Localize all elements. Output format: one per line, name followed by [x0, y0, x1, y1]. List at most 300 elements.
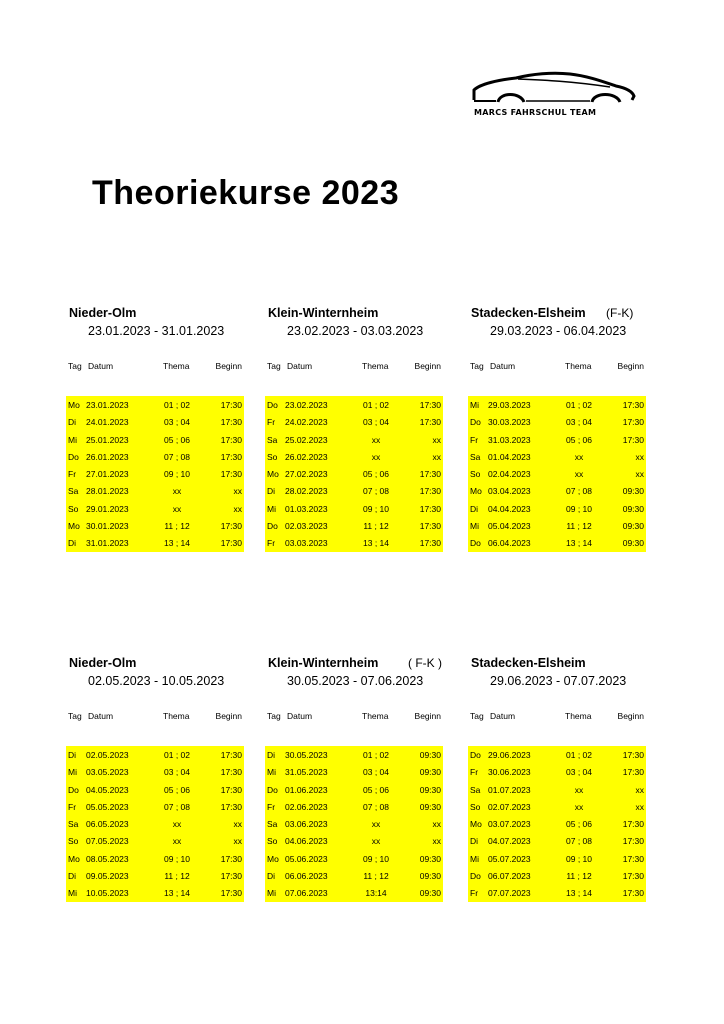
cell-beginn: 17:30 — [220, 767, 242, 778]
cell-thema: xx — [371, 434, 381, 445]
cell-tag: Di — [470, 503, 479, 514]
cell-tag: Fr — [470, 888, 479, 899]
cell-datum: 30.05.2023 — [285, 750, 328, 760]
course-location: Stadecken-Elsheim — [471, 306, 586, 320]
cell-tag: Mo — [68, 400, 80, 410]
table-row — [468, 448, 646, 465]
cell-tag: Sa — [267, 434, 278, 445]
cell-tag: So — [267, 451, 278, 462]
table-row — [468, 482, 646, 499]
table-row — [66, 850, 244, 867]
cell-beginn: 17:30 — [220, 801, 242, 812]
table-row — [265, 763, 443, 780]
table-row — [468, 396, 646, 413]
cell-beginn: 17:30 — [220, 538, 242, 549]
cell-tag: Fr — [470, 434, 479, 445]
course-date-range: 23.01.2023 - 31.01.2023 — [88, 324, 225, 338]
cell-datum: 03.07.2023 — [488, 819, 531, 830]
cell-thema: 13 ; 14 — [363, 538, 389, 549]
cell-beginn: 17:30 — [419, 400, 441, 410]
table-row — [468, 431, 646, 448]
cell-beginn: 09:30 — [622, 503, 644, 514]
course-block — [265, 306, 443, 556]
table-row — [468, 832, 646, 849]
cell-tag: Di — [68, 750, 77, 760]
cell-beginn: 09:30 — [419, 801, 441, 812]
header-tag: Tag — [68, 711, 82, 721]
cell-tag: Mi — [267, 767, 276, 778]
cell-datum: 03.05.2023 — [86, 767, 129, 778]
cell-datum: 04.07.2023 — [488, 836, 531, 847]
cell-beginn: 17:30 — [419, 469, 441, 480]
course-location: Stadecken-Elsheim — [471, 656, 586, 670]
cell-datum: 06.07.2023 — [488, 871, 531, 882]
cell-thema: 11 ; 12 — [566, 521, 592, 532]
table-row — [66, 465, 244, 482]
cell-beginn: 17:30 — [220, 750, 242, 760]
schedule-table — [468, 746, 646, 902]
cell-beginn: 17:30 — [622, 400, 644, 410]
table-row — [265, 517, 443, 534]
table-row — [265, 746, 443, 763]
cell-beginn: 17:30 — [622, 434, 644, 445]
cell-beginn: 17:30 — [220, 469, 242, 480]
cell-tag: So — [68, 503, 79, 514]
cell-thema: 13 ; 14 — [164, 888, 190, 899]
header-tag: Tag — [470, 711, 484, 721]
course-note: ( F-K ) — [408, 656, 442, 670]
table-row — [265, 798, 443, 815]
table-row — [265, 448, 443, 465]
cell-datum: 26.01.2023 — [86, 451, 129, 462]
cell-thema: 03 ; 04 — [363, 767, 389, 778]
cell-tag: Di — [68, 871, 77, 882]
cell-tag: Mi — [470, 853, 479, 864]
header-thema: Thema — [565, 361, 592, 371]
course-block — [66, 306, 244, 556]
cell-tag: Do — [470, 750, 481, 760]
cell-beginn: 17:30 — [220, 888, 242, 899]
page-title: Theoriekurse 2023 — [92, 174, 400, 212]
table-row — [265, 500, 443, 517]
cell-datum: 03.06.2023 — [285, 819, 328, 830]
cell-tag: Mi — [470, 400, 479, 410]
cell-beginn: 17:30 — [220, 784, 242, 795]
cell-tag: Di — [267, 871, 276, 882]
cell-datum: 31.03.2023 — [488, 434, 531, 445]
table-header — [66, 711, 244, 725]
cell-datum: 24.02.2023 — [285, 417, 328, 428]
course-block — [66, 656, 244, 906]
table-row — [265, 781, 443, 798]
cell-tag: Do — [267, 400, 278, 410]
cell-beginn: 17:30 — [419, 521, 441, 532]
table-row — [265, 850, 443, 867]
cell-datum: 30.06.2023 — [488, 767, 531, 778]
cell-beginn: 17:30 — [622, 417, 644, 428]
header-datum: Datum — [490, 361, 516, 371]
cell-datum: 29.06.2023 — [488, 750, 531, 760]
table-row — [468, 500, 646, 517]
cell-thema: 05 ; 06 — [566, 434, 592, 445]
cell-tag: So — [68, 836, 79, 847]
cell-tag: Fr — [267, 417, 276, 428]
cell-tag: Mo — [267, 853, 279, 864]
cell-beginn: 17:30 — [622, 871, 644, 882]
table-row — [265, 465, 443, 482]
table-row — [468, 517, 646, 534]
table-row — [66, 517, 244, 534]
cell-datum: 30.03.2023 — [488, 417, 531, 428]
cell-thema: 03 ; 04 — [566, 417, 592, 428]
cell-tag: Mi — [470, 521, 479, 532]
cell-thema: 05 ; 06 — [363, 469, 389, 480]
cell-beginn: 17:30 — [220, 451, 242, 462]
cell-beginn: 17:30 — [622, 853, 644, 864]
cell-datum: 29.03.2023 — [488, 400, 531, 410]
cell-tag: Do — [470, 871, 481, 882]
cell-datum: 02.07.2023 — [488, 801, 531, 812]
cell-tag: Di — [68, 538, 77, 549]
cell-thema: 13 ; 14 — [566, 888, 592, 899]
car-silhouette-icon — [470, 70, 636, 110]
cell-thema: 07 ; 08 — [164, 801, 190, 812]
cell-datum: 01.07.2023 — [488, 784, 531, 795]
cell-thema: 13:14 — [365, 888, 387, 899]
course-location: Klein-Winternheim — [268, 656, 379, 670]
cell-datum: 02.05.2023 — [86, 750, 129, 760]
cell-thema: xx — [172, 836, 182, 847]
cell-tag: Di — [267, 750, 276, 760]
cell-tag: Sa — [68, 486, 79, 497]
cell-tag: Di — [470, 836, 479, 847]
cell-beginn: 17:30 — [220, 521, 242, 532]
cell-tag: Mo — [267, 469, 279, 480]
cell-datum: 01.04.2023 — [488, 451, 531, 462]
cell-beginn: xx — [233, 486, 242, 497]
course-location: Klein-Winternheim — [268, 306, 379, 320]
cell-datum: 25.02.2023 — [285, 434, 328, 445]
cell-thema: 07 ; 08 — [363, 801, 389, 812]
cell-thema: 03 ; 04 — [164, 417, 190, 428]
cell-beginn: 17:30 — [622, 836, 644, 847]
schedule-table — [66, 396, 244, 552]
header-datum: Datum — [88, 361, 114, 371]
table-row — [468, 534, 646, 551]
table-row — [66, 798, 244, 815]
header-datum: Datum — [287, 711, 313, 721]
cell-thema: xx — [172, 503, 182, 514]
table-row — [265, 431, 443, 448]
table-header — [468, 361, 646, 375]
course-date-range: 29.06.2023 - 07.07.2023 — [490, 674, 627, 688]
cell-thema: 07 ; 08 — [566, 486, 592, 497]
table-row — [66, 396, 244, 413]
cell-datum: 31.01.2023 — [86, 538, 129, 549]
cell-thema: 09 ; 10 — [363, 853, 389, 864]
cell-datum: 07.07.2023 — [488, 888, 531, 899]
cell-beginn: xx — [233, 503, 242, 514]
table-row — [66, 746, 244, 763]
schedule-table — [265, 396, 443, 552]
cell-tag: Di — [267, 486, 276, 497]
header-tag: Tag — [267, 361, 281, 371]
table-row — [265, 832, 443, 849]
cell-datum: 02.03.2023 — [285, 521, 328, 532]
header-beginn: Beginn — [215, 361, 242, 371]
header-tag: Tag — [267, 711, 281, 721]
cell-thema: 01 ; 02 — [363, 400, 389, 410]
cell-tag: Mi — [68, 434, 77, 445]
cell-thema: 07 ; 08 — [363, 486, 389, 497]
table-row — [66, 832, 244, 849]
table-row — [265, 534, 443, 551]
table-row — [265, 815, 443, 832]
table-row — [468, 850, 646, 867]
course-block — [468, 306, 646, 556]
cell-datum: 05.07.2023 — [488, 853, 531, 864]
cell-thema: 09 ; 10 — [363, 503, 389, 514]
table-row — [66, 413, 244, 430]
table-row — [265, 413, 443, 430]
header-beginn: Beginn — [617, 711, 644, 721]
header-beginn: Beginn — [617, 361, 644, 371]
course-block — [468, 656, 646, 906]
course-note: (F-K) — [606, 306, 634, 320]
cell-tag: Mo — [68, 521, 80, 532]
cell-tag: Sa — [470, 784, 481, 795]
cell-beginn: 09:30 — [419, 767, 441, 778]
header-tag: Tag — [68, 361, 82, 371]
table-row — [468, 798, 646, 815]
cell-beginn: xx — [635, 469, 644, 480]
cell-tag: Sa — [470, 451, 481, 462]
course-date-range: 30.05.2023 - 07.06.2023 — [287, 674, 424, 688]
cell-beginn: xx — [432, 451, 441, 462]
cell-tag: Fr — [68, 801, 77, 812]
course-block — [265, 656, 443, 906]
table-row — [468, 763, 646, 780]
cell-datum: 04.04.2023 — [488, 503, 531, 514]
schedule-table — [66, 746, 244, 902]
course-date-range: 02.05.2023 - 10.05.2023 — [88, 674, 225, 688]
cell-datum: 09.05.2023 — [86, 871, 129, 882]
cell-beginn: 09:30 — [419, 853, 441, 864]
cell-beginn: 17:30 — [220, 434, 242, 445]
cell-thema: 05 ; 06 — [164, 784, 190, 795]
table-row — [468, 884, 646, 901]
table-header — [66, 361, 244, 375]
table-row — [66, 500, 244, 517]
cell-datum: 31.05.2023 — [285, 767, 328, 778]
cell-tag: Do — [68, 784, 79, 795]
cell-datum: 03.04.2023 — [488, 486, 531, 497]
logo-text: MARCS FAHRSCHUL TEAM — [474, 108, 597, 117]
table-row — [265, 884, 443, 901]
schedule-table — [265, 746, 443, 902]
cell-tag: Do — [68, 451, 79, 462]
cell-thema: xx — [574, 451, 584, 462]
cell-datum: 23.02.2023 — [285, 400, 328, 410]
header-datum: Datum — [88, 711, 114, 721]
course-location: Nieder-Olm — [69, 656, 137, 670]
cell-tag: Mo — [68, 853, 80, 864]
cell-datum: 29.01.2023 — [86, 503, 129, 514]
cell-datum: 25.01.2023 — [86, 434, 129, 445]
cell-datum: 05.06.2023 — [285, 853, 328, 864]
cell-thema: xx — [172, 486, 182, 497]
table-row — [66, 482, 244, 499]
cell-thema: 01 ; 02 — [363, 750, 389, 760]
cell-datum: 07.06.2023 — [285, 888, 328, 899]
cell-datum: 02.04.2023 — [488, 469, 531, 480]
cell-datum: 06.06.2023 — [285, 871, 328, 882]
table-row — [468, 781, 646, 798]
header-datum: Datum — [490, 711, 516, 721]
table-row — [66, 815, 244, 832]
cell-thema: 03 ; 04 — [566, 767, 592, 778]
cell-thema: 11 ; 12 — [164, 521, 190, 532]
cell-thema: 01 ; 02 — [566, 750, 592, 760]
cell-thema: 11 ; 12 — [164, 871, 190, 882]
header-thema: Thema — [362, 711, 389, 721]
cell-tag: So — [470, 469, 481, 480]
cell-thema: 07 ; 08 — [566, 836, 592, 847]
cell-thema: 01 ; 02 — [164, 400, 190, 410]
header-thema: Thema — [163, 711, 190, 721]
cell-datum: 27.01.2023 — [86, 469, 129, 480]
cell-tag: Sa — [267, 819, 278, 830]
table-header — [468, 711, 646, 725]
cell-thema: xx — [574, 784, 584, 795]
course-date-range: 23.02.2023 - 03.03.2023 — [287, 324, 424, 338]
cell-tag: Mo — [470, 486, 482, 497]
cell-tag: So — [267, 836, 278, 847]
cell-thema: xx — [574, 469, 584, 480]
cell-thema: 03 ; 04 — [164, 767, 190, 778]
cell-datum: 04.06.2023 — [285, 836, 328, 847]
cell-thema: 09 ; 10 — [164, 469, 190, 480]
cell-datum: 04.05.2023 — [86, 784, 129, 795]
header-beginn: Beginn — [414, 361, 441, 371]
header-beginn: Beginn — [414, 711, 441, 721]
cell-thema: 05 ; 06 — [566, 819, 592, 830]
cell-beginn: xx — [635, 784, 644, 795]
cell-beginn: xx — [432, 434, 441, 445]
cell-datum: 30.01.2023 — [86, 521, 129, 532]
header-thema: Thema — [565, 711, 592, 721]
cell-thema: 03 ; 04 — [363, 417, 389, 428]
cell-datum: 03.03.2023 — [285, 538, 328, 549]
cell-tag: Mi — [68, 888, 77, 899]
cell-thema: 13 ; 14 — [566, 538, 592, 549]
cell-thema: 01 ; 02 — [566, 400, 592, 410]
cell-beginn: xx — [635, 451, 644, 462]
table-row — [66, 431, 244, 448]
cell-beginn: 17:30 — [220, 400, 242, 410]
cell-datum: 01.06.2023 — [285, 784, 328, 795]
cell-datum: 02.06.2023 — [285, 801, 328, 812]
cell-tag: Mo — [470, 819, 482, 830]
cell-beginn: 09:30 — [419, 750, 441, 760]
cell-beginn: 17:30 — [419, 503, 441, 514]
cell-beginn: 09:30 — [419, 888, 441, 899]
table-header — [265, 711, 443, 725]
table-row — [265, 482, 443, 499]
header-thema: Thema — [163, 361, 190, 371]
table-row — [66, 763, 244, 780]
cell-datum: 28.02.2023 — [285, 486, 328, 497]
table-row — [66, 781, 244, 798]
cell-beginn: xx — [233, 819, 242, 830]
cell-beginn: 17:30 — [220, 871, 242, 882]
cell-thema: 11 ; 12 — [566, 871, 592, 882]
cell-beginn: 17:30 — [622, 767, 644, 778]
cell-tag: Sa — [68, 819, 79, 830]
cell-thema: xx — [371, 819, 381, 830]
schedule-table — [468, 396, 646, 552]
cell-tag: Do — [470, 538, 481, 549]
cell-beginn: 09:30 — [419, 784, 441, 795]
cell-datum: 06.04.2023 — [488, 538, 531, 549]
header-tag: Tag — [470, 361, 484, 371]
header-datum: Datum — [287, 361, 313, 371]
cell-datum: 05.05.2023 — [86, 801, 129, 812]
cell-beginn: 17:30 — [419, 538, 441, 549]
cell-datum: 24.01.2023 — [86, 417, 129, 428]
table-row — [468, 413, 646, 430]
cell-tag: Do — [267, 784, 278, 795]
cell-beginn: 17:30 — [419, 417, 441, 428]
driving-school-logo — [470, 70, 636, 122]
cell-beginn: xx — [635, 801, 644, 812]
cell-beginn: 17:30 — [622, 750, 644, 760]
cell-tag: Fr — [470, 767, 479, 778]
cell-thema: 05 ; 06 — [363, 784, 389, 795]
table-row — [265, 867, 443, 884]
cell-datum: 06.05.2023 — [86, 819, 129, 830]
cell-beginn: 09:30 — [419, 871, 441, 882]
cell-thema: xx — [172, 819, 182, 830]
table-row — [468, 746, 646, 763]
cell-thema: 11 ; 12 — [363, 871, 389, 882]
cell-tag: Mi — [267, 503, 276, 514]
cell-beginn: xx — [233, 836, 242, 847]
cell-beginn: 17:30 — [622, 819, 644, 830]
table-header — [265, 361, 443, 375]
cell-thema: 01 ; 02 — [164, 750, 190, 760]
cell-tag: Fr — [68, 469, 77, 480]
cell-beginn: xx — [432, 836, 441, 847]
cell-thema: 05 ; 06 — [164, 434, 190, 445]
table-row — [66, 534, 244, 551]
cell-thema: xx — [371, 451, 381, 462]
header-beginn: Beginn — [215, 711, 242, 721]
cell-beginn: xx — [432, 819, 441, 830]
cell-thema: xx — [371, 836, 381, 847]
cell-thema: 13 ; 14 — [164, 538, 190, 549]
cell-datum: 07.05.2023 — [86, 836, 129, 847]
cell-tag: Fr — [267, 538, 276, 549]
cell-beginn: 09:30 — [622, 521, 644, 532]
table-row — [66, 884, 244, 901]
cell-tag: Di — [68, 417, 77, 428]
cell-thema: 09 ; 10 — [566, 503, 592, 514]
cell-beginn: 17:30 — [220, 853, 242, 864]
cell-beginn: 09:30 — [622, 486, 644, 497]
cell-tag: Do — [267, 521, 278, 532]
cell-beginn: 17:30 — [220, 417, 242, 428]
